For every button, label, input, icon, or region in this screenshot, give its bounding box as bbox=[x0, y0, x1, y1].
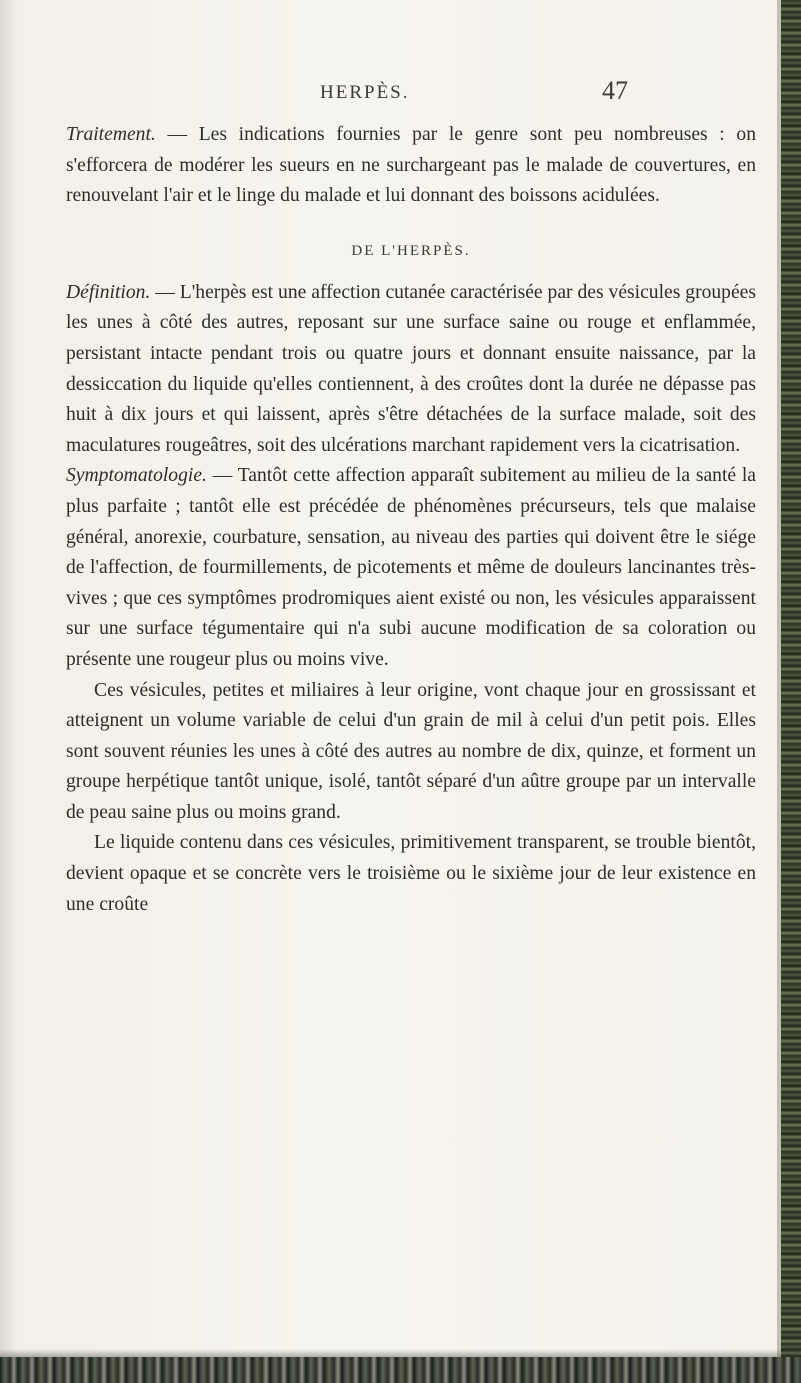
traitement-label: Traitement. bbox=[66, 124, 156, 145]
page-number: 47 bbox=[602, 76, 628, 105]
definition-text: — L'herpès est une affection cutanée caractérisée par des vésicules groupées les unes à côté des autres, reposant sur une surface saine ou rouge et enflammée, persistant intacte pendant trois ou quatre jours et donnant ensuite naissance, par la dessiccation du liquide qu'elles contiennent, à des croûtes dont la durée ne dépasse pas huit à dix jours et qui laissent, après s'être détachées de la surface malade, soit des maculatures rougeâtres, soit des ulcérations marchant rapidement vers la cicatrisation. bbox=[66, 281, 756, 456]
bottom-shadow bbox=[0, 1349, 801, 1357]
paragraph-traitement bbox=[66, 120, 756, 212]
paragraph-vesicules: Ces vésicules, petites et miliaires à leur origine, vont chaque jour en grossissant et atteignent un volume variable de celui d'un grain de mil à celui d'un petit pois. Elles sont souvent réunies les unes à côté des autres au nombre de dix, quinze, et forment un groupe herpétique tantôt unique, isolé, tantôt séparé d'un aûtre groupe par un intervalle de peau saine plus ou moins grand. bbox=[66, 679, 756, 823]
definition-label: Définition. bbox=[66, 281, 151, 303]
body-text bbox=[66, 120, 756, 920]
running-head: HERPÈS. bbox=[320, 82, 410, 103]
traitement-text: — Les indications fournies par le genre sont peu nombreuses : on s'efforcera de modérer les sueurs en ne surchargeant pas le malade de couvertures, en renouvelant l'air et le linge du malade et lui donnant des boissons acidulées. bbox=[66, 124, 756, 207]
page-gutter-shadow bbox=[0, 0, 18, 1383]
paragraph-symptomatologie bbox=[66, 461, 756, 675]
symptomatologie-text: — Tantôt cette affection apparaît subitement au milieu de la santé la plus parfaite ; tantôt elle est précédée de phénomènes précurseurs, tels que malaise général, anorexie, courbature, sensation, au niveau des parties qui doivent être le siége de l'affection, de fourmillements, de picotements et même de douleurs lancinantes très-vives ; que ces symptômes prodromiques aient existé ou non, les vésicules apparaissent sur une surface tégumentaire qui n'a subi aucune modification de sa coloration ou présente une rougeur plus ou moins vive. bbox=[66, 465, 756, 670]
paragraph-liquide: Le liquide contenu dans ces vésicules, primitivement transparent, se trouble bientôt, devient opaque et se concrète vers le troisième ou le sixième jour de leur existence en une croûte bbox=[66, 832, 756, 915]
book-bottom-edge bbox=[0, 1357, 801, 1383]
symptomatologie-label: Symptomatologie. bbox=[66, 465, 207, 487]
paragraph-definition bbox=[66, 278, 756, 462]
section-heading: DE L'HERPÈS. bbox=[351, 242, 471, 259]
book-binding-edge bbox=[781, 0, 801, 1383]
